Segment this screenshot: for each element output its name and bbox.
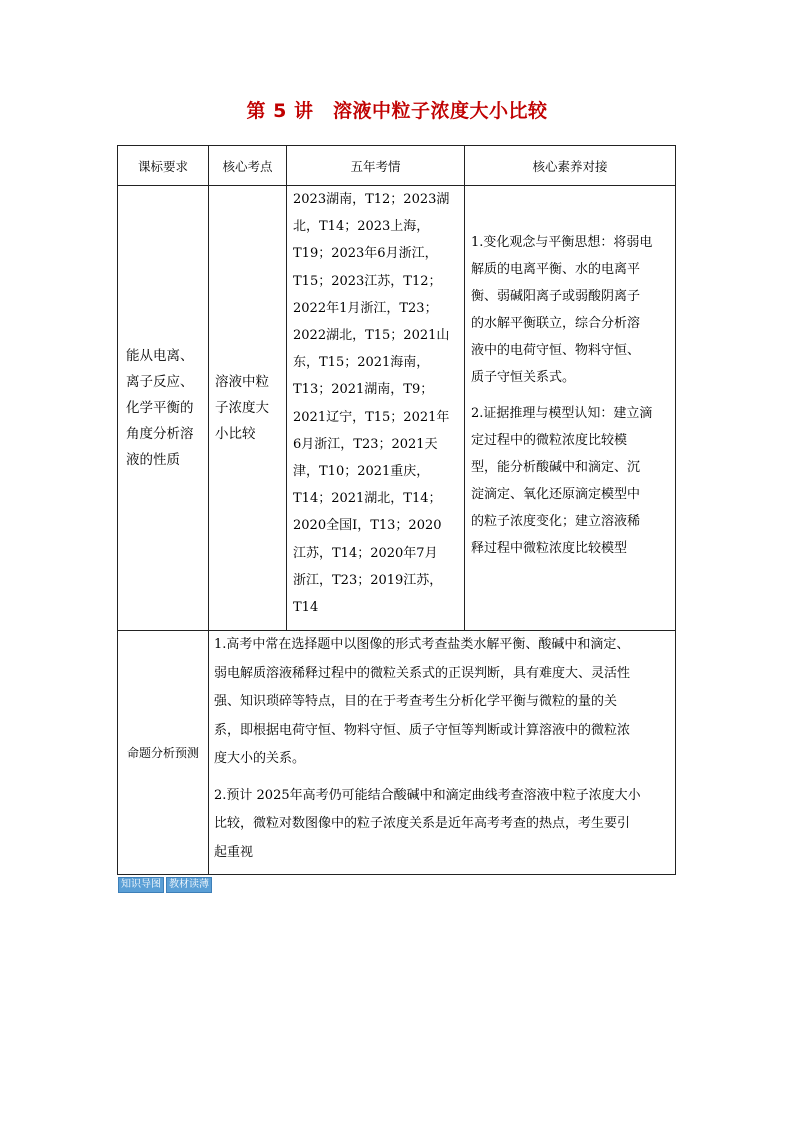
competency-line: 解质的电离平衡、水的电离平 bbox=[471, 262, 641, 277]
exam-years-line: T14；2021湖北，T14； bbox=[293, 491, 442, 507]
analysis-paragraph-2 bbox=[214, 782, 671, 868]
competency-cell bbox=[465, 186, 676, 631]
exam-years-line: 江苏，T14；2020年7月 bbox=[293, 545, 438, 561]
requirement-line: 能从电离、 bbox=[126, 348, 194, 364]
table-row bbox=[118, 631, 676, 875]
exam-years-line: 2021辽宁，T15；2021年 bbox=[293, 409, 450, 425]
exam-years-line: 津，T10；2021重庆， bbox=[293, 464, 430, 480]
competency-line: 衡、弱碱阳离子或弱酸阴离子 bbox=[471, 289, 641, 304]
requirement-line: 液的性质 bbox=[126, 452, 180, 468]
table-header-row bbox=[118, 146, 676, 186]
competency-line: 的粒子浓度变化；建立溶液稀 bbox=[471, 514, 641, 529]
analysis-line: 2.预计 2025年高考仍可能结合酸碱中和滴定曲线考查溶液中粒子浓度大小 bbox=[214, 787, 641, 803]
exam-years-line: 2022年1月浙江，T23； bbox=[293, 300, 438, 316]
competency-line: 释过程中微粒浓度比较模型 bbox=[471, 541, 628, 556]
competency-line: 液中的电荷守恒、物料守恒、 bbox=[471, 343, 641, 358]
analysis-cell bbox=[209, 631, 676, 875]
exam-years-line: 2022湖北，T15；2021山 bbox=[293, 328, 450, 344]
requirement-line: 离子反应、 bbox=[126, 374, 194, 390]
competency-line: 1.变化观念与平衡思想：将弱电 bbox=[471, 235, 653, 250]
competency-paragraph-1 bbox=[471, 229, 669, 391]
exam-years-line: 北，T14；2023上海， bbox=[293, 219, 430, 235]
analysis-line: 系，即根据电荷守恒、物料守恒、质子守恒等判断或计算溶液中的微粒浓 bbox=[214, 722, 631, 738]
page-title: 第 5 讲 溶液中粒子浓度大小比较 bbox=[246, 100, 548, 122]
exam-years-line: T15；2023江苏，T12； bbox=[293, 273, 442, 289]
header-exam-years: 五年考情 bbox=[287, 146, 465, 186]
exam-years-line: T19；2023年6月浙江， bbox=[293, 246, 438, 262]
competency-line: 2.证据推理与模型认知：建立滴 bbox=[471, 406, 653, 421]
analysis-label: 命题分析预测 bbox=[118, 631, 209, 875]
analysis-line: 起重视 bbox=[214, 844, 254, 860]
analysis-paragraph-1 bbox=[214, 631, 671, 774]
core-point-line: 子浓度大 bbox=[215, 400, 269, 416]
analysis-line: 1.高考中常在选择题中以图像的形式考查盐类水解平衡、酸碱中和滴定、 bbox=[214, 637, 630, 652]
tag-knowledge-map[interactable]: 知识导图 bbox=[118, 877, 164, 893]
competency-paragraph-2 bbox=[471, 400, 669, 562]
exam-years-line: 6月浙江，T23；2021天 bbox=[293, 436, 438, 452]
competency-line: 淀滴定、氧化还原滴定模型中 bbox=[471, 487, 641, 502]
header-requirement: 课标要求 bbox=[118, 146, 209, 186]
requirement-cell bbox=[118, 186, 209, 631]
exam-years-cell bbox=[287, 186, 465, 631]
requirement-line: 化学平衡的 bbox=[126, 400, 194, 416]
exam-years-line: T13；2021湖南，T9； bbox=[293, 382, 434, 398]
tag-textbook-reading[interactable]: 教材读薄 bbox=[166, 877, 212, 893]
core-point-cell bbox=[209, 186, 287, 631]
analysis-line: 度大小的关系。 bbox=[214, 751, 306, 766]
exam-years-line: 东，T15；2021海南， bbox=[293, 355, 430, 371]
analysis-line: 强、知识琐碎等特点，目的在于考查考生分析化学平衡与微粒的量的关 bbox=[214, 694, 618, 709]
competency-line: 定过程中的微粒浓度比较模 bbox=[471, 433, 628, 448]
analysis-line: 比较，微粒对数图像中的粒子浓度关系是近年高考考查的热点，考生要引 bbox=[214, 816, 631, 831]
header-competency: 核心素养对接 bbox=[465, 146, 676, 186]
competency-line: 的水解平衡联立，综合分析溶 bbox=[471, 316, 641, 331]
competency-line: 型，能分析酸碱中和滴定、沉 bbox=[471, 460, 641, 475]
table-row bbox=[118, 186, 676, 631]
exam-years-line: 2023湖南，T12；2023湖 bbox=[293, 192, 450, 207]
competency-line: 质子守恒关系式。 bbox=[471, 370, 576, 385]
exam-years-line: 2020全国Ⅰ，T13；2020 bbox=[293, 518, 442, 534]
exam-years-line: T14 bbox=[293, 600, 319, 616]
core-point-line: 溶液中粒 bbox=[215, 374, 269, 390]
core-point-line: 小比较 bbox=[215, 426, 256, 442]
requirement-line: 角度分析溶 bbox=[126, 426, 194, 442]
section-tags bbox=[118, 877, 212, 893]
exam-years-line: 浙江，T23；2019江苏， bbox=[293, 572, 443, 588]
header-core-point: 核心考点 bbox=[209, 146, 287, 186]
syllabus-table bbox=[117, 145, 676, 875]
analysis-line: 弱电解质溶液稀释过程中的微粒关系式的正误判断，具有难度大、灵活性 bbox=[214, 665, 631, 681]
